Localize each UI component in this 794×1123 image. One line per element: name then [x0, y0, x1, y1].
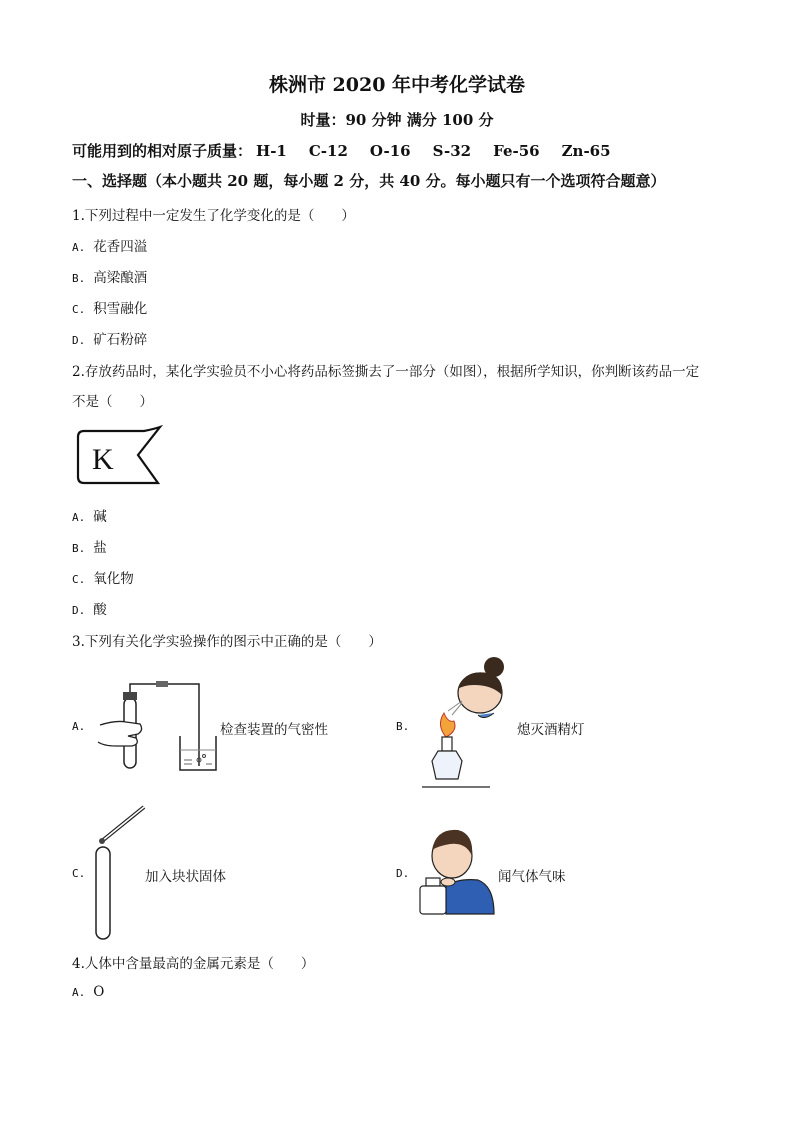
mass-zn: Zn-65: [561, 142, 611, 160]
q1-option-d: D. 矿石粉碎: [72, 332, 148, 348]
page-title: 株洲市 2020 年中考化学试卷: [268, 74, 526, 96]
q3-option-d-letter: D.: [396, 867, 410, 880]
q3-option-c-caption: 加入块状固体: [145, 869, 226, 885]
q3-option-b-caption: 熄灭酒精灯: [517, 722, 585, 738]
q4-option-a: A. O: [72, 984, 105, 1000]
mass-o: O-16: [369, 142, 411, 160]
question-3-stem: 3.下列有关化学实验操作的图示中正确的是（ ）: [72, 634, 382, 650]
q1-option-c: C. 积雪融化: [72, 301, 148, 317]
alcohol-lamp-figure-icon: [418, 655, 514, 795]
question-2-stem-line2: 不是（ ）: [72, 394, 153, 410]
q1-option-b: B. 高梁酿酒: [72, 270, 148, 286]
label-letter-k: K: [92, 443, 114, 476]
q3-option-d-caption: 闻气体气味: [498, 869, 566, 885]
q3-option-a-letter: A.: [72, 720, 86, 733]
q1-option-a: A. 花香四溢: [72, 239, 148, 255]
airtightness-apparatus-icon: [96, 680, 226, 775]
atomic-masses-line: [72, 140, 633, 161]
question-1-stem: 1.下列过程中一定发生了化学变化的是（ ）: [72, 208, 355, 224]
q2-option-d: D. 酸: [72, 602, 107, 618]
question-4-stem: 4.人体中含量最高的金属元素是（ ）: [72, 956, 315, 972]
mass-h: H-1: [256, 142, 287, 160]
q2-option-a: A. 碱: [72, 509, 107, 525]
question-2-stem-line1: 2.存放药品时，某化学实验员不小心将药品标签撕去了一部分（如图），根据所学知识，你判断该药品一定: [72, 364, 700, 380]
mass-s: S-32: [432, 142, 472, 160]
atomic-masses-label: 可能用到的相对原子质量：: [72, 142, 253, 160]
q3-option-c-letter: C.: [72, 867, 86, 880]
mass-fe: Fe-56: [493, 142, 540, 160]
exam-subtitle: 时量：90 分钟 满分 100 分: [300, 111, 494, 129]
test-tube-solid-icon: [90, 805, 150, 943]
smelling-gas-figure-icon: [418, 826, 496, 916]
section-heading: 一、选择题（本小题共 20 题，每小题 2 分，共 40 分。每小题只有一个选项符合题意）: [72, 172, 666, 190]
q2-option-b: B. 盐: [72, 540, 107, 556]
q2-option-c: C. 氧化物: [72, 571, 134, 587]
torn-label-figure: [74, 425, 166, 489]
q3-option-a-caption: 检查装置的气密性: [220, 722, 328, 738]
mass-c: C-12: [308, 142, 348, 160]
q3-option-b-letter: B.: [396, 720, 410, 733]
